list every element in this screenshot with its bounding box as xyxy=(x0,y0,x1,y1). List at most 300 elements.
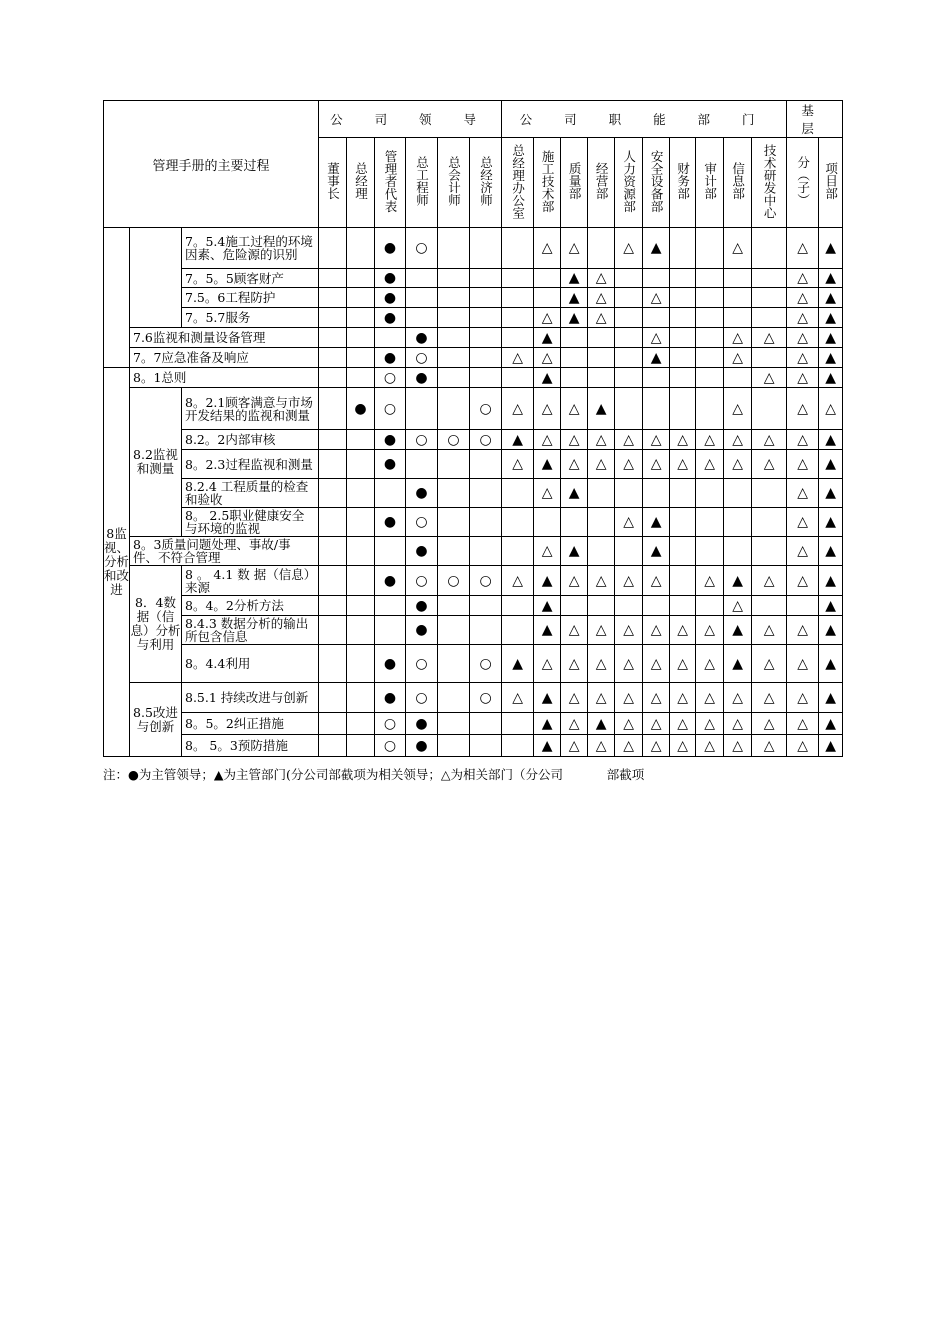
process-label: 7。5.7服务 xyxy=(182,308,319,328)
role-mark-cell xyxy=(724,269,752,288)
role-mark-cell xyxy=(347,508,375,537)
process-label: 8.2.4 工程质量的检查和验收 xyxy=(182,479,319,508)
role-mark-cell xyxy=(502,713,534,735)
role-mark-cell: △ xyxy=(787,328,819,348)
role-mark-cell: △ xyxy=(561,388,588,430)
role-mark-cell xyxy=(347,288,375,308)
role-mark-cell xyxy=(752,388,787,430)
role-mark-cell xyxy=(438,450,470,479)
role-mark-cell: △ xyxy=(670,683,696,713)
table-row xyxy=(104,288,843,308)
role-mark-cell xyxy=(502,596,534,616)
role-mark-cell: ▲ xyxy=(819,537,843,566)
role-mark-cell: ▲ xyxy=(643,508,670,537)
role-mark-cell: ▲ xyxy=(819,735,843,757)
role-mark-cell xyxy=(438,228,470,269)
role-mark-cell: △ xyxy=(588,430,615,450)
role-mark-cell xyxy=(670,348,696,368)
role-mark-cell: ○ xyxy=(406,566,438,596)
role-mark-cell: ▲ xyxy=(819,368,843,388)
role-mark-cell: △ xyxy=(787,537,819,566)
role-mark-cell xyxy=(406,269,438,288)
role-mark-cell: △ xyxy=(615,228,643,269)
role-mark-cell: ▲ xyxy=(819,616,843,645)
role-mark-cell: △ xyxy=(787,683,819,713)
role-mark-cell xyxy=(347,479,375,508)
role-mark-cell: △ xyxy=(534,308,561,328)
role-mark-cell xyxy=(502,537,534,566)
role-mark-cell: ▲ xyxy=(643,537,670,566)
column-header-label: 人力资源部 xyxy=(621,149,637,213)
role-mark-cell xyxy=(752,596,787,616)
role-mark-cell xyxy=(438,683,470,713)
role-mark-cell xyxy=(670,566,696,596)
role-mark-cell: △ xyxy=(534,348,561,368)
role-mark-cell: △ xyxy=(588,269,615,288)
column-header-label: 经营部 xyxy=(594,162,610,200)
process-label: 7。7应急准备及响应 xyxy=(130,348,319,368)
role-mark-cell: ▲ xyxy=(588,388,615,430)
role-mark-cell xyxy=(561,328,588,348)
role-mark-cell: △ xyxy=(561,430,588,450)
group-functional-departments: 公 司 职 能 部 门 xyxy=(502,101,787,138)
role-mark-cell xyxy=(752,508,787,537)
role-mark-cell xyxy=(470,596,502,616)
role-mark-cell: ▲ xyxy=(724,616,752,645)
role-mark-cell: △ xyxy=(615,450,643,479)
role-mark-cell xyxy=(319,479,347,508)
role-mark-cell: △ xyxy=(752,683,787,713)
role-mark-cell: △ xyxy=(670,450,696,479)
role-mark-cell xyxy=(588,596,615,616)
role-mark-cell xyxy=(670,308,696,328)
role-mark-cell xyxy=(724,288,752,308)
role-mark-cell xyxy=(470,735,502,757)
table-row xyxy=(104,269,843,288)
role-mark-cell: ● xyxy=(375,430,406,450)
role-mark-cell xyxy=(438,508,470,537)
role-mark-cell xyxy=(438,348,470,368)
table-row xyxy=(104,388,843,430)
role-mark-cell: △ xyxy=(752,645,787,683)
column-header xyxy=(787,138,819,228)
role-mark-cell xyxy=(670,508,696,537)
role-mark-cell: △ xyxy=(561,645,588,683)
role-mark-cell xyxy=(438,616,470,645)
role-mark-cell: ▲ xyxy=(561,288,588,308)
role-mark-cell: ▲ xyxy=(819,713,843,735)
role-mark-cell xyxy=(375,616,406,645)
role-mark-cell: △ xyxy=(502,683,534,713)
role-mark-cell: △ xyxy=(561,450,588,479)
role-mark-cell xyxy=(319,308,347,328)
role-mark-cell xyxy=(752,269,787,288)
role-mark-cell xyxy=(696,368,724,388)
role-mark-cell xyxy=(588,537,615,566)
role-mark-cell: △ xyxy=(787,228,819,269)
role-mark-cell xyxy=(319,288,347,308)
role-mark-cell: △ xyxy=(534,537,561,566)
role-mark-cell xyxy=(438,388,470,430)
role-mark-cell xyxy=(319,368,347,388)
role-mark-cell: △ xyxy=(724,348,752,368)
column-header-label: 信息部 xyxy=(730,162,746,200)
process-label: 8。3质量问题处理、事故/事件、不符合管理 xyxy=(130,537,319,566)
role-mark-cell xyxy=(696,269,724,288)
role-mark-cell xyxy=(438,537,470,566)
table-row xyxy=(104,596,843,616)
header-title-cell: 管理手册的主要过程 xyxy=(104,101,319,228)
role-mark-cell xyxy=(670,228,696,269)
role-mark-cell: △ xyxy=(534,228,561,269)
role-mark-cell xyxy=(502,288,534,308)
role-mark-cell: △ xyxy=(724,713,752,735)
role-mark-cell xyxy=(347,228,375,269)
column-header-label: 总经理 xyxy=(353,162,369,200)
table-row xyxy=(104,228,843,269)
role-mark-cell: △ xyxy=(724,596,752,616)
role-mark-cell xyxy=(615,537,643,566)
table-row xyxy=(104,479,843,508)
role-mark-cell: △ xyxy=(561,713,588,735)
role-mark-cell: ▲ xyxy=(819,348,843,368)
role-mark-cell: ▲ xyxy=(534,596,561,616)
role-mark-cell: △ xyxy=(724,388,752,430)
role-mark-cell: ○ xyxy=(470,683,502,713)
role-mark-cell: △ xyxy=(752,616,787,645)
role-mark-cell xyxy=(470,269,502,288)
role-mark-cell xyxy=(752,308,787,328)
role-mark-cell: △ xyxy=(615,508,643,537)
role-mark-cell xyxy=(319,328,347,348)
table-row xyxy=(104,713,843,735)
role-mark-cell: ▲ xyxy=(819,430,843,450)
role-mark-cell xyxy=(724,537,752,566)
role-mark-cell xyxy=(561,368,588,388)
role-mark-cell: ● xyxy=(406,713,438,735)
table-row xyxy=(104,368,843,388)
role-mark-cell: ○ xyxy=(470,388,502,430)
role-mark-cell xyxy=(470,508,502,537)
table-row xyxy=(104,450,843,479)
role-mark-cell: △ xyxy=(787,288,819,308)
process-label: 7.5。6工程防护 xyxy=(182,288,319,308)
role-mark-cell xyxy=(347,616,375,645)
role-mark-cell: ○ xyxy=(375,388,406,430)
role-mark-cell: △ xyxy=(588,308,615,328)
role-mark-cell: ▲ xyxy=(534,328,561,348)
role-mark-cell: ▲ xyxy=(819,566,843,596)
role-mark-cell xyxy=(502,328,534,348)
role-mark-cell xyxy=(615,328,643,348)
role-mark-cell xyxy=(470,288,502,308)
role-mark-cell: ○ xyxy=(406,430,438,450)
role-mark-cell xyxy=(470,308,502,328)
column-header xyxy=(724,138,752,228)
role-mark-cell: △ xyxy=(752,713,787,735)
role-mark-cell: △ xyxy=(588,683,615,713)
role-mark-cell: △ xyxy=(502,388,534,430)
role-mark-cell: △ xyxy=(670,735,696,757)
column-header xyxy=(696,138,724,228)
role-mark-cell xyxy=(696,228,724,269)
role-mark-cell: △ xyxy=(787,430,819,450)
role-mark-cell xyxy=(347,683,375,713)
role-mark-cell xyxy=(615,479,643,508)
role-mark-cell xyxy=(319,450,347,479)
category-cell-75 xyxy=(130,228,182,328)
role-mark-cell xyxy=(615,348,643,368)
role-mark-cell: △ xyxy=(752,328,787,348)
role-mark-cell xyxy=(375,328,406,348)
role-mark-cell xyxy=(724,368,752,388)
role-mark-cell xyxy=(438,288,470,308)
role-mark-cell: △ xyxy=(643,683,670,713)
role-mark-cell: ○ xyxy=(375,713,406,735)
role-mark-cell xyxy=(588,228,615,269)
role-mark-cell: △ xyxy=(588,616,615,645)
role-mark-cell: △ xyxy=(696,735,724,757)
role-mark-cell: △ xyxy=(787,479,819,508)
role-mark-cell xyxy=(470,537,502,566)
role-mark-cell xyxy=(438,368,470,388)
role-mark-cell xyxy=(375,479,406,508)
role-mark-cell: ▲ xyxy=(643,228,670,269)
process-label: 8。2.1顾客满意与市场开发结果的监视和测量 xyxy=(182,388,319,430)
role-mark-cell xyxy=(319,683,347,713)
column-header-label: 质量部 xyxy=(567,162,583,200)
role-mark-cell xyxy=(670,596,696,616)
column-header xyxy=(502,138,534,228)
role-mark-cell xyxy=(588,479,615,508)
role-mark-cell: △ xyxy=(643,645,670,683)
role-mark-cell xyxy=(724,479,752,508)
role-mark-cell: △ xyxy=(534,430,561,450)
role-mark-cell xyxy=(670,368,696,388)
role-mark-cell: △ xyxy=(643,616,670,645)
role-mark-cell: △ xyxy=(615,430,643,450)
role-mark-cell: ▲ xyxy=(534,735,561,757)
category-cell-8: 8监视、分析和改进 xyxy=(104,368,130,757)
role-mark-cell: △ xyxy=(588,566,615,596)
role-mark-cell xyxy=(319,596,347,616)
role-mark-cell: △ xyxy=(615,713,643,735)
role-mark-cell: ○ xyxy=(406,348,438,368)
role-mark-cell xyxy=(696,479,724,508)
role-mark-cell xyxy=(643,479,670,508)
role-mark-cell xyxy=(319,508,347,537)
role-mark-cell: ▲ xyxy=(534,713,561,735)
table-row xyxy=(104,566,843,596)
role-mark-cell: △ xyxy=(643,566,670,596)
role-mark-cell: △ xyxy=(615,683,643,713)
role-mark-cell: ● xyxy=(375,269,406,288)
role-mark-cell xyxy=(696,596,724,616)
column-header xyxy=(670,138,696,228)
role-mark-cell: ○ xyxy=(470,645,502,683)
column-header-label: 总经济师 xyxy=(478,156,494,206)
role-mark-cell: △ xyxy=(561,616,588,645)
role-mark-cell xyxy=(615,368,643,388)
role-mark-cell: ▲ xyxy=(534,368,561,388)
role-mark-cell: △ xyxy=(724,228,752,269)
group-grassroots: 基 层 xyxy=(787,101,843,138)
role-mark-cell: ▲ xyxy=(819,228,843,269)
role-mark-cell xyxy=(534,288,561,308)
footnote: 注：●为主管领导；▲为主管部门(分公司部截项为相关领导；△为相关部门（分公司 部截项 xyxy=(103,767,645,782)
table-row xyxy=(104,537,843,566)
column-header xyxy=(615,138,643,228)
role-mark-cell xyxy=(787,596,819,616)
role-mark-cell xyxy=(696,348,724,368)
column-header xyxy=(819,138,843,228)
role-mark-cell xyxy=(470,328,502,348)
role-mark-cell xyxy=(347,269,375,288)
role-mark-cell: ○ xyxy=(470,430,502,450)
process-label: 8.5.1 持续改进与创新 xyxy=(182,683,319,713)
column-header-label: 管理者代表 xyxy=(383,149,399,213)
role-mark-cell: ● xyxy=(347,388,375,430)
role-mark-cell: △ xyxy=(724,683,752,713)
table-row xyxy=(104,683,843,713)
role-mark-cell xyxy=(615,269,643,288)
role-mark-cell: ● xyxy=(375,348,406,368)
role-mark-cell xyxy=(670,328,696,348)
role-mark-cell xyxy=(347,566,375,596)
role-mark-cell: △ xyxy=(670,713,696,735)
role-mark-cell xyxy=(502,735,534,757)
role-mark-cell xyxy=(406,450,438,479)
process-label: 7。5.4施工过程的环境因素、危险源的识别 xyxy=(182,228,319,269)
role-mark-cell xyxy=(696,388,724,430)
role-mark-cell xyxy=(470,450,502,479)
role-mark-cell: △ xyxy=(561,566,588,596)
role-mark-cell: △ xyxy=(787,450,819,479)
role-mark-cell xyxy=(347,645,375,683)
role-mark-cell: ● xyxy=(375,566,406,596)
role-mark-cell xyxy=(470,713,502,735)
process-label: 7.6监视和测量设备管理 xyxy=(130,328,319,348)
table-row xyxy=(104,645,843,683)
role-mark-cell xyxy=(643,269,670,288)
role-mark-cell: ▲ xyxy=(724,566,752,596)
role-mark-cell: △ xyxy=(752,450,787,479)
role-mark-cell: ○ xyxy=(406,508,438,537)
role-mark-cell xyxy=(319,537,347,566)
table-row xyxy=(104,735,843,757)
role-mark-cell xyxy=(561,596,588,616)
column-header xyxy=(319,138,347,228)
role-mark-cell: ● xyxy=(375,683,406,713)
process-label: 8。4。2分析方法 xyxy=(182,596,319,616)
column-header xyxy=(375,138,406,228)
role-mark-cell xyxy=(375,596,406,616)
role-mark-cell xyxy=(561,508,588,537)
role-mark-cell: △ xyxy=(819,388,843,430)
role-mark-cell: △ xyxy=(752,566,787,596)
role-mark-cell xyxy=(319,430,347,450)
table-row xyxy=(104,308,843,328)
role-mark-cell xyxy=(502,479,534,508)
role-mark-cell: ○ xyxy=(406,228,438,269)
role-mark-cell: ▲ xyxy=(534,450,561,479)
role-mark-cell: ● xyxy=(406,537,438,566)
column-header xyxy=(406,138,438,228)
role-mark-cell xyxy=(670,288,696,308)
column-header xyxy=(752,138,787,228)
category-cell-82: 8.2监视和测量 xyxy=(130,388,182,537)
role-mark-cell: △ xyxy=(588,450,615,479)
role-mark-cell: △ xyxy=(752,735,787,757)
role-mark-cell: ▲ xyxy=(819,288,843,308)
role-mark-cell xyxy=(438,645,470,683)
role-mark-cell: ● xyxy=(406,616,438,645)
role-mark-cell xyxy=(438,735,470,757)
role-mark-cell: △ xyxy=(502,566,534,596)
role-mark-cell xyxy=(470,616,502,645)
role-mark-cell: ▲ xyxy=(819,328,843,348)
role-mark-cell xyxy=(470,368,502,388)
role-mark-cell xyxy=(470,348,502,368)
role-mark-cell: △ xyxy=(670,430,696,450)
process-label: 8.4.3 数据分析的输出所包含信息 xyxy=(182,616,319,645)
role-mark-cell: △ xyxy=(502,348,534,368)
role-mark-cell: △ xyxy=(615,645,643,683)
column-header-label: 施工技术部 xyxy=(540,149,556,213)
role-mark-cell: ▲ xyxy=(534,566,561,596)
column-header xyxy=(643,138,670,228)
role-mark-cell: △ xyxy=(696,566,724,596)
role-mark-cell: △ xyxy=(670,645,696,683)
role-mark-cell xyxy=(502,368,534,388)
role-mark-cell xyxy=(670,479,696,508)
role-mark-cell: △ xyxy=(588,645,615,683)
column-header xyxy=(588,138,615,228)
role-mark-cell: ● xyxy=(375,288,406,308)
role-mark-cell: △ xyxy=(696,450,724,479)
role-mark-cell xyxy=(438,479,470,508)
table-row xyxy=(104,348,843,368)
role-mark-cell xyxy=(534,269,561,288)
role-mark-cell: ● xyxy=(406,328,438,348)
role-mark-cell xyxy=(502,616,534,645)
role-mark-cell xyxy=(643,388,670,430)
role-mark-cell: ● xyxy=(406,735,438,757)
role-mark-cell: △ xyxy=(534,479,561,508)
role-mark-cell: ▲ xyxy=(819,450,843,479)
column-header-label: 项目部 xyxy=(823,162,839,200)
role-mark-cell xyxy=(696,308,724,328)
column-header-label: 总会计师 xyxy=(446,156,462,206)
role-mark-cell xyxy=(752,537,787,566)
role-mark-cell xyxy=(319,348,347,368)
column-header-label: 技术研发中心 xyxy=(762,143,778,219)
role-mark-cell xyxy=(319,735,347,757)
role-mark-cell: △ xyxy=(588,288,615,308)
role-mark-cell: △ xyxy=(534,388,561,430)
category-cell-84: 8．4数据（信息）分析与利用 xyxy=(130,566,182,683)
role-mark-cell: △ xyxy=(724,430,752,450)
role-mark-cell: △ xyxy=(724,735,752,757)
role-mark-cell: ▲ xyxy=(724,645,752,683)
column-header xyxy=(347,138,375,228)
role-mark-cell xyxy=(696,288,724,308)
role-mark-cell: △ xyxy=(643,713,670,735)
role-mark-cell xyxy=(319,269,347,288)
role-mark-cell: △ xyxy=(787,566,819,596)
table-row xyxy=(104,430,843,450)
role-mark-cell xyxy=(502,228,534,269)
